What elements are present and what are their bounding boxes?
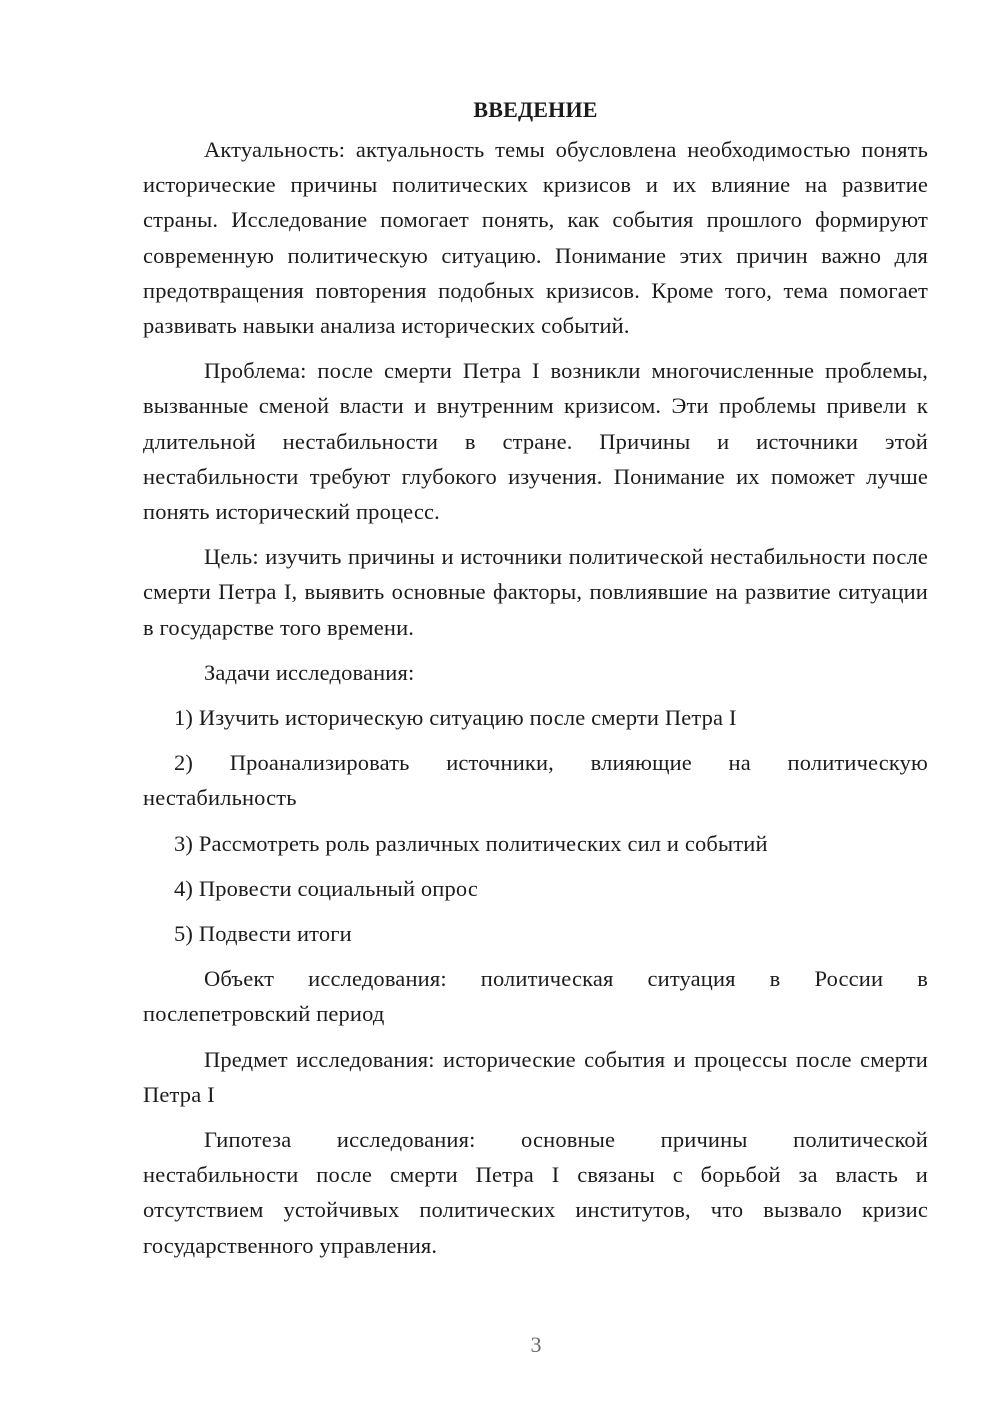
problem-paragraph: Проблема: после смерти Петра I возникли многочисленные проблемы, вызванные сменой власти и внутренним кризисом. Эти проблемы привели к длительной нестабильности в стране. Причины и источники этой нестабильности требуют глубокого изучения. Понимание их поможет лучше понять исторический процесс. [143, 358, 928, 525]
tasks-list [143, 700, 928, 951]
task-item: 4) Провести социальный опрос [174, 875, 478, 901]
goal-paragraph: Цель: изучить причины и источники политической нестабильности после смерти Петра I, выявить основные факторы, повлиявшие на развитие ситуации в государстве того времени. [143, 544, 928, 640]
object-paragraph: Объект исследования: политическая ситуация в России в послепетровский период [143, 966, 928, 1027]
task-item: 5) Подвести итоги [174, 921, 352, 947]
page-title: ВВЕДЕНИЕ [473, 97, 598, 122]
task-item: 1) Изучить историческую ситуацию после смерти Петра I [174, 705, 737, 731]
page-number: 3 [530, 1332, 542, 1357]
hypothesis-paragraph: Гипотеза исследования: основные причины политической нестабильности после смерти Петра I связаны с борьбой за власть и отсутствием устойчивых политических институтов, что вызвало кризис государственного управления. [143, 1127, 928, 1258]
relevance-paragraph: Актуальность: актуальность темы обусловлена необходимостью понять исторические причины политических кризисов и их влияние на развитие страны. Исследование помогает понять, как события прошлого формируют современную политическую ситуацию. Понимание этих причин важно для предотвращения повторения подобных кризисов. Кроме того, тема помогает развивать навыки анализа исторических событий. [143, 137, 928, 339]
task-item: 2) Проанализировать источники, влияющие на политическую нестабильность [143, 750, 928, 811]
subject-paragraph: Предмет исследования: исторические события и процессы после смерти Петра I [143, 1046, 928, 1107]
task-item: 3) Рассмотреть роль различных политических сил и событий [174, 830, 768, 856]
document-page [143, 92, 928, 1273]
tasks-heading: Задачи исследования: [204, 659, 415, 685]
